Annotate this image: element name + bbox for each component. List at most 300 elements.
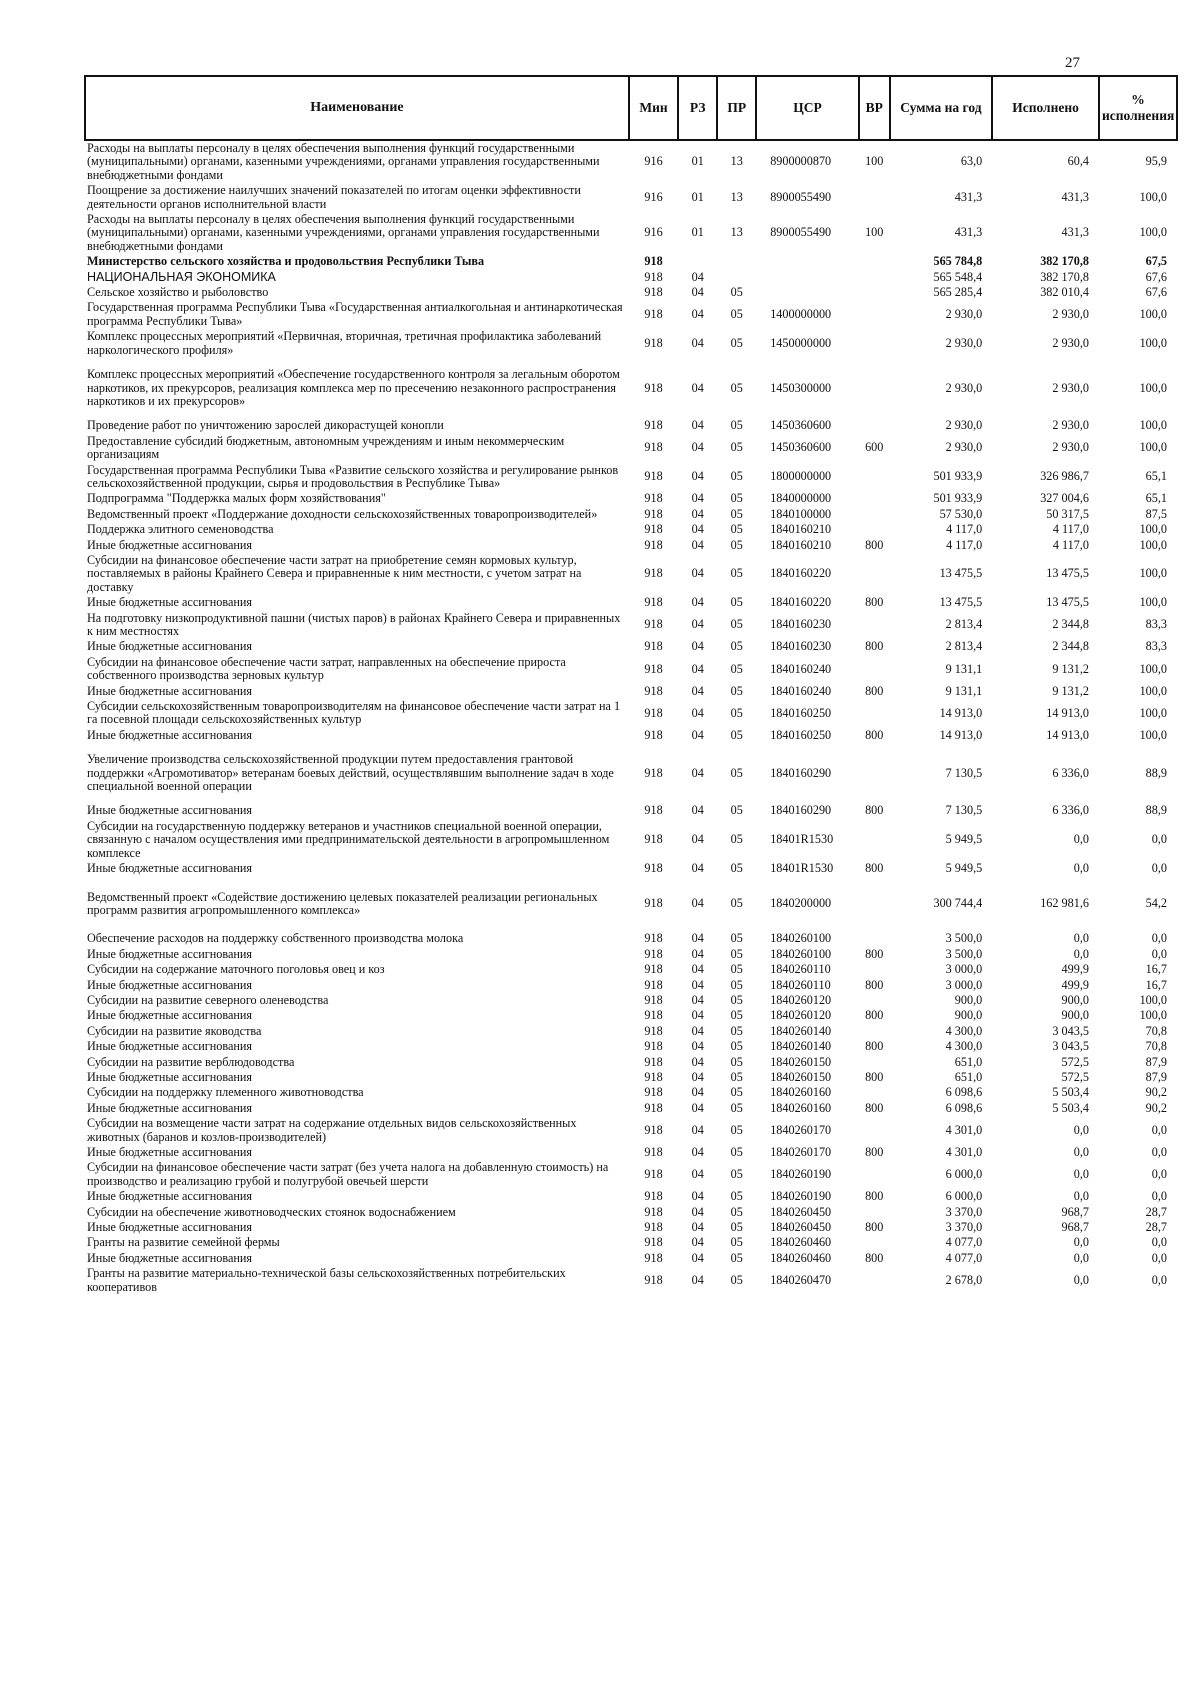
row-csr bbox=[756, 285, 859, 300]
row-min: 918 bbox=[644, 1039, 663, 1054]
header-done: Исполнено bbox=[992, 76, 1099, 140]
row-min: 918 bbox=[644, 617, 663, 632]
row-sum: 4 117,0 bbox=[946, 537, 983, 552]
row-done: 0,0 bbox=[1073, 1145, 1089, 1159]
table-row bbox=[85, 743, 1177, 794]
row-done: 0,0 bbox=[1073, 1189, 1089, 1204]
row-done: 3 043,5 bbox=[1052, 1023, 1089, 1038]
row-name: Сельское хозяйство и рыболовство bbox=[87, 285, 269, 300]
row-rz: 04 bbox=[691, 566, 704, 581]
row-sum: 4 301,0 bbox=[945, 1122, 983, 1137]
row-rz: 04 bbox=[691, 285, 704, 300]
row-pr: 05 bbox=[730, 285, 743, 300]
row-done: 3 043,5 bbox=[1052, 1039, 1089, 1054]
row-csr: 1840000000 bbox=[770, 491, 832, 506]
row-min: 918 bbox=[644, 896, 663, 911]
row-name: Иные бюджетные ассигнования bbox=[87, 1008, 253, 1023]
row-name: Поддержка элитного семеноводства bbox=[87, 522, 274, 537]
row-pct: 90,2 bbox=[1145, 1085, 1167, 1100]
row-pr: 05 bbox=[730, 832, 743, 847]
row-pct: 88,9 bbox=[1145, 803, 1167, 818]
row-pct: 0,0 bbox=[1151, 832, 1167, 847]
row-name: Подпрограмма "Поддержка малых форм хозяйствования" bbox=[87, 491, 386, 506]
row-min: 918 bbox=[644, 1145, 663, 1159]
row-rz: 04 bbox=[691, 418, 704, 433]
row-sum: 3 370,0 bbox=[945, 1220, 983, 1235]
row-pct: 100,0 bbox=[1139, 595, 1167, 610]
row-sum: 300 744,4 bbox=[933, 896, 983, 911]
row-sum: 7 130,5 bbox=[945, 803, 983, 818]
row-min: 918 bbox=[644, 566, 663, 581]
row-name: Иные бюджетные ассигнования bbox=[87, 1220, 253, 1235]
row-csr: 18401R1530 bbox=[770, 861, 834, 876]
row-csr: 1450360600 bbox=[770, 440, 832, 455]
row-sum: 9 131,1 bbox=[945, 683, 983, 698]
table-row bbox=[85, 1205, 1177, 1220]
header-pct: % исполнения bbox=[1099, 76, 1177, 140]
row-min: 916 bbox=[644, 189, 663, 204]
row-pct: 67,6 bbox=[1145, 285, 1167, 300]
table-row bbox=[85, 538, 1177, 553]
row-rz: 04 bbox=[691, 1235, 704, 1250]
row-sum: 9 131,1 bbox=[945, 661, 983, 676]
row-rz: 04 bbox=[691, 1039, 704, 1054]
row-csr: 1840260460 bbox=[770, 1250, 832, 1265]
row-pr: 05 bbox=[730, 537, 743, 552]
row-sum: 3 500,0 bbox=[945, 931, 983, 946]
row-name: Иные бюджетные ассигнования bbox=[87, 537, 253, 552]
row-done: 0,0 bbox=[1073, 931, 1089, 946]
row-pr: 13 bbox=[730, 225, 743, 240]
row-sum: 431,3 bbox=[954, 225, 983, 240]
row-name: Гранты на развитие семейной фермы bbox=[87, 1235, 280, 1250]
row-csr: 1840260150 bbox=[770, 1069, 832, 1084]
row-name: Комплекс процессных мероприятий «Обеспечение государственного контроля за легальным оборотом наркотиков, их прекурсоров, реализация комплекса мер по пресечению незаконного распространения наркотиков и их прекурсоров» bbox=[87, 367, 620, 408]
row-pr bbox=[717, 270, 756, 285]
row-min: 918 bbox=[644, 1122, 663, 1137]
row-sum: 2 930,0 bbox=[945, 307, 983, 322]
row-sum: 4 077,0 bbox=[945, 1235, 983, 1250]
row-min: 918 bbox=[644, 1085, 663, 1100]
row-csr bbox=[756, 254, 859, 269]
row-vr: 800 bbox=[865, 1220, 884, 1235]
row-done: 327 004,6 bbox=[1040, 491, 1089, 506]
row-pr: 05 bbox=[730, 992, 743, 1007]
row-rz: 04 bbox=[691, 1008, 704, 1023]
row-csr: 8900055490 bbox=[770, 225, 832, 240]
row-vr: 800 bbox=[865, 537, 884, 552]
row-rz: 04 bbox=[691, 1069, 704, 1084]
row-vr bbox=[859, 1085, 890, 1100]
row-min: 918 bbox=[644, 931, 663, 946]
row-vr bbox=[859, 491, 890, 506]
row-sum: 3 000,0 bbox=[945, 977, 983, 992]
row-rz: 04 bbox=[691, 1023, 704, 1038]
row-done: 2 930,0 bbox=[1052, 418, 1089, 433]
row-vr: 600 bbox=[865, 440, 884, 455]
row-done: 431,3 bbox=[1061, 225, 1089, 240]
row-pct: 100,0 bbox=[1139, 705, 1167, 720]
row-vr bbox=[859, 877, 890, 919]
row-name: Субсидии на развитие северного оленеводства bbox=[87, 992, 329, 1007]
row-min: 918 bbox=[644, 522, 663, 537]
row-vr: 100 bbox=[865, 154, 884, 169]
row-min: 918 bbox=[644, 1054, 663, 1069]
row-min: 918 bbox=[644, 307, 663, 322]
row-pct: 0,0 bbox=[1151, 1272, 1167, 1287]
row-pct: 16,7 bbox=[1145, 962, 1167, 977]
row-csr: 1840260140 bbox=[770, 1023, 832, 1038]
row-name: Субсидии на финансовое обеспечение части затрат, направленных на обеспечение прироста собственного производства зерновых культур bbox=[87, 654, 566, 683]
row-pct: 88,9 bbox=[1145, 765, 1167, 780]
row-vr bbox=[859, 463, 890, 492]
page-number: 27 bbox=[1065, 55, 1080, 71]
row-csr bbox=[756, 270, 859, 285]
row-vr: 800 bbox=[865, 1039, 884, 1054]
row-vr bbox=[859, 1024, 890, 1039]
row-min: 918 bbox=[644, 803, 663, 818]
row-sum: 6 000,0 bbox=[945, 1189, 983, 1204]
row-vr: 800 bbox=[865, 861, 884, 876]
row-csr: 1840260160 bbox=[770, 1100, 832, 1115]
row-pr: 05 bbox=[730, 1069, 743, 1084]
row-pct: 87,9 bbox=[1145, 1054, 1167, 1069]
row-done: 14 913,0 bbox=[1046, 705, 1089, 720]
row-done: 968,7 bbox=[1061, 1204, 1089, 1219]
row-pr: 05 bbox=[730, 1122, 743, 1137]
row-pr: 05 bbox=[730, 335, 743, 350]
row-vr bbox=[859, 1266, 890, 1295]
table-row bbox=[85, 595, 1177, 610]
row-rz: 04 bbox=[691, 537, 704, 552]
row-pr: 05 bbox=[730, 639, 743, 654]
row-csr: 8900000870 bbox=[770, 154, 832, 169]
row-pct: 67,6 bbox=[1145, 269, 1167, 284]
table-row bbox=[85, 329, 1177, 358]
row-rz: 04 bbox=[691, 1250, 704, 1265]
row-sum: 2 813,4 bbox=[945, 639, 983, 654]
row-rz: 04 bbox=[691, 832, 704, 847]
row-min: 918 bbox=[644, 1023, 663, 1038]
row-pct: 65,1 bbox=[1145, 491, 1167, 506]
row-name: Государственная программа Республики Тыва «Государственная антиалкогольная и антинаркотическая программа Республики Тыва» bbox=[87, 300, 623, 328]
row-name: Поощрение за достижение наилучших значений показателей по итогам оценки эффективности деятельности органов исполнительной власти bbox=[87, 183, 581, 211]
row-sum: 900,0 bbox=[954, 1008, 983, 1023]
row-name: Иные бюджетные ассигнования bbox=[87, 803, 253, 818]
row-sum: 14 913,0 bbox=[939, 727, 983, 742]
table-row bbox=[85, 270, 1177, 285]
row-csr: 1840260450 bbox=[770, 1220, 832, 1235]
row-csr: 1840260150 bbox=[770, 1054, 832, 1069]
row-done: 0,0 bbox=[1073, 1167, 1089, 1182]
table-row bbox=[85, 1116, 1177, 1145]
table-row bbox=[85, 254, 1177, 269]
row-pr: 05 bbox=[730, 1204, 743, 1219]
row-done: 0,0 bbox=[1073, 832, 1089, 847]
row-csr: 18401R1530 bbox=[770, 832, 834, 847]
header-csr: ЦСР bbox=[756, 76, 859, 140]
row-pct: 83,3 bbox=[1145, 639, 1167, 654]
row-min: 918 bbox=[644, 1250, 663, 1265]
table-row bbox=[85, 947, 1177, 962]
row-rz: 01 bbox=[691, 225, 704, 240]
row-pct: 100,0 bbox=[1139, 992, 1167, 1007]
row-sum: 2 930,0 bbox=[945, 418, 983, 433]
row-name: Проведение работ по уничтожению зарослей дикорастущей конопли bbox=[87, 418, 444, 433]
row-rz: 04 bbox=[691, 1100, 704, 1115]
row-sum: 2 930,0 bbox=[945, 440, 983, 455]
row-sum: 6 098,6 bbox=[945, 1085, 983, 1100]
row-name: Иные бюджетные ассигнования bbox=[87, 977, 253, 992]
row-vr: 800 bbox=[865, 803, 884, 818]
row-min: 916 bbox=[644, 154, 663, 169]
row-rz: 04 bbox=[691, 1189, 704, 1204]
header-name: Наименование bbox=[85, 76, 629, 140]
row-pr: 05 bbox=[730, 380, 743, 395]
row-pr: 05 bbox=[730, 440, 743, 455]
row-min: 918 bbox=[644, 491, 663, 506]
row-done: 9 131,2 bbox=[1052, 661, 1089, 676]
row-done: 900,0 bbox=[1061, 992, 1089, 1007]
row-pr: 05 bbox=[730, 705, 743, 720]
row-name: Иные бюджетные ассигнования bbox=[87, 1069, 253, 1084]
row-done: 382 010,4 bbox=[1040, 285, 1089, 300]
row-sum: 2 930,0 bbox=[945, 335, 983, 350]
row-name: Комплекс процессных мероприятий «Первичная, вторичная, третичная профилактика заболеваний наркологического профиля» bbox=[87, 329, 602, 357]
row-sum: 565 784,8 bbox=[933, 254, 983, 269]
row-name: Субсидии на развитие яководства bbox=[87, 1023, 262, 1038]
row-csr: 1840160290 bbox=[770, 765, 832, 780]
row-name: Иные бюджетные ассигнования bbox=[87, 1250, 253, 1265]
table-header-row bbox=[85, 76, 1177, 140]
row-name: Субсидии на поддержку племенного животноводства bbox=[87, 1085, 364, 1100]
row-name: Субсидии на содержание маточного поголовья овец и коз bbox=[87, 962, 385, 977]
row-done: 382 170,8 bbox=[1040, 269, 1089, 284]
row-rz: 04 bbox=[691, 1122, 704, 1137]
row-csr: 1840160250 bbox=[770, 727, 832, 742]
row-done: 60,4 bbox=[1067, 154, 1089, 169]
row-done: 9 131,2 bbox=[1052, 683, 1089, 698]
row-csr: 1450360600 bbox=[770, 418, 832, 433]
row-rz: 04 bbox=[691, 469, 704, 484]
row-name: Иные бюджетные ассигнования bbox=[87, 639, 253, 654]
row-rz: 04 bbox=[691, 639, 704, 654]
row-name: На подготовку низкопродуктивной пашни (чистых паров) в районах Крайнего Севера и приравненных к ним местностях bbox=[87, 610, 621, 638]
row-sum: 2 813,4 bbox=[945, 617, 983, 632]
row-done: 0,0 bbox=[1073, 1235, 1089, 1250]
row-rz: 01 bbox=[691, 154, 704, 169]
row-sum: 57 530,0 bbox=[939, 506, 983, 521]
row-pct: 100,0 bbox=[1139, 566, 1167, 581]
row-pct: 87,9 bbox=[1145, 1069, 1167, 1084]
row-pr: 05 bbox=[730, 1054, 743, 1069]
row-done: 572,5 bbox=[1061, 1069, 1089, 1084]
row-done: 2 930,0 bbox=[1052, 307, 1089, 322]
row-min: 918 bbox=[644, 639, 663, 654]
row-min: 918 bbox=[644, 683, 663, 698]
table-row bbox=[85, 728, 1177, 743]
row-sum: 5 949,5 bbox=[945, 832, 983, 847]
row-csr: 1840260160 bbox=[770, 1085, 832, 1100]
row-pct: 0,0 bbox=[1151, 1167, 1167, 1182]
row-min: 918 bbox=[644, 380, 663, 395]
row-min: 918 bbox=[644, 765, 663, 780]
row-rz: 04 bbox=[691, 861, 704, 876]
row-min: 918 bbox=[644, 977, 663, 992]
row-csr: 1840160220 bbox=[770, 595, 832, 610]
row-sum: 3 370,0 bbox=[945, 1204, 983, 1219]
row-min: 918 bbox=[644, 1167, 663, 1182]
row-name: Ведомственный проект «Поддержание доходности сельскохозяйственных товаропроизводителей» bbox=[87, 506, 598, 521]
table-row bbox=[85, 1145, 1177, 1160]
row-pr: 05 bbox=[730, 1100, 743, 1115]
row-vr bbox=[859, 507, 890, 522]
row-done: 2 930,0 bbox=[1052, 440, 1089, 455]
header-sum: Сумма на год bbox=[890, 76, 993, 140]
row-done: 6 336,0 bbox=[1052, 803, 1089, 818]
row-vr bbox=[859, 522, 890, 537]
row-csr: 1840160240 bbox=[770, 661, 832, 676]
table-row bbox=[85, 1266, 1177, 1295]
table-row bbox=[85, 962, 1177, 977]
row-name: Гранты на развитие материально-технической базы сельскохозяйственных потребительских кооперативов bbox=[87, 1266, 566, 1294]
row-min: 918 bbox=[644, 705, 663, 720]
row-vr: 800 bbox=[865, 946, 884, 961]
row-vr bbox=[859, 300, 890, 329]
row-min: 918 bbox=[644, 506, 663, 521]
row-done: 6 336,0 bbox=[1052, 765, 1089, 780]
row-rz: 04 bbox=[691, 506, 704, 521]
row-min: 918 bbox=[644, 962, 663, 977]
table-row bbox=[85, 553, 1177, 595]
row-done: 2 930,0 bbox=[1052, 380, 1089, 395]
table-row bbox=[85, 507, 1177, 522]
row-rz: 04 bbox=[691, 1204, 704, 1219]
row-name: Обеспечение расходов на поддержку собственного производства молока bbox=[87, 931, 464, 946]
row-rz: 04 bbox=[691, 1272, 704, 1287]
row-sum: 4 300,0 bbox=[945, 1039, 983, 1054]
row-csr: 1840260120 bbox=[770, 1008, 832, 1023]
row-sum: 4 117,0 bbox=[946, 522, 983, 537]
row-rz: 04 bbox=[691, 595, 704, 610]
row-min: 916 bbox=[644, 225, 663, 240]
row-pr: 05 bbox=[730, 1039, 743, 1054]
row-rz: 04 bbox=[691, 522, 704, 537]
row-min: 918 bbox=[644, 335, 663, 350]
row-vr: 800 bbox=[865, 977, 884, 992]
row-min: 918 bbox=[644, 946, 663, 961]
row-pr: 05 bbox=[730, 931, 743, 946]
row-vr bbox=[859, 183, 890, 212]
row-done: 5 503,4 bbox=[1052, 1085, 1089, 1100]
table-row bbox=[85, 861, 1177, 876]
row-pct: 16,7 bbox=[1145, 977, 1167, 992]
row-csr: 1840160210 bbox=[770, 522, 832, 537]
row-vr: 800 bbox=[865, 1189, 884, 1204]
row-pr: 05 bbox=[730, 506, 743, 521]
row-csr: 1450300000 bbox=[770, 380, 832, 395]
row-min: 918 bbox=[644, 661, 663, 676]
row-vr bbox=[859, 655, 890, 684]
row-rz: 04 bbox=[691, 977, 704, 992]
row-pr: 05 bbox=[730, 1272, 743, 1287]
row-csr: 1840160230 bbox=[770, 639, 832, 654]
row-vr bbox=[859, 1116, 890, 1145]
row-csr: 1840260190 bbox=[770, 1167, 832, 1182]
row-name: Иные бюджетные ассигнования bbox=[87, 1039, 253, 1054]
row-pct: 0,0 bbox=[1151, 1145, 1167, 1159]
row-min: 918 bbox=[644, 1272, 663, 1287]
table-row bbox=[85, 918, 1177, 946]
row-csr: 1840160220 bbox=[770, 566, 832, 581]
row-done: 14 913,0 bbox=[1046, 727, 1089, 742]
table-row bbox=[85, 434, 1177, 463]
row-sum: 6 098,6 bbox=[945, 1100, 983, 1115]
row-csr: 8900055490 bbox=[770, 189, 832, 204]
row-vr bbox=[859, 918, 890, 946]
row-min: 918 bbox=[644, 1189, 663, 1204]
row-sum: 2 678,0 bbox=[945, 1272, 983, 1287]
row-name: Субсидии на развитие верблюдоводства bbox=[87, 1054, 295, 1069]
row-sum: 5 949,5 bbox=[945, 861, 983, 876]
row-sum: 4 301,0 bbox=[945, 1145, 983, 1159]
table-row bbox=[85, 639, 1177, 654]
row-name: Иные бюджетные ассигнования bbox=[87, 1145, 253, 1159]
table-row bbox=[85, 300, 1177, 329]
row-name: Иные бюджетные ассигнования bbox=[87, 1100, 253, 1115]
row-pr: 05 bbox=[730, 683, 743, 698]
table-row bbox=[85, 463, 1177, 492]
row-rz: 04 bbox=[691, 1167, 704, 1182]
row-csr: 1840160240 bbox=[770, 683, 832, 698]
row-name: Субсидии на обеспечение животноводческих стоянок водоснабжением bbox=[87, 1204, 456, 1219]
row-pct: 0,0 bbox=[1151, 931, 1167, 946]
row-pct: 100,0 bbox=[1139, 440, 1167, 455]
header-vr: ВР bbox=[859, 76, 890, 140]
row-done: 2 344,8 bbox=[1052, 617, 1089, 632]
row-pr: 05 bbox=[730, 1023, 743, 1038]
row-rz: 04 bbox=[691, 380, 704, 395]
header-rz: РЗ bbox=[678, 76, 717, 140]
row-vr: 800 bbox=[865, 1250, 884, 1265]
row-vr bbox=[859, 254, 890, 269]
row-rz: 04 bbox=[691, 307, 704, 322]
row-rz: 04 bbox=[691, 683, 704, 698]
row-done: 0,0 bbox=[1073, 1272, 1089, 1287]
row-rz: 04 bbox=[691, 1220, 704, 1235]
table-row bbox=[85, 1160, 1177, 1189]
table-row bbox=[85, 819, 1177, 861]
row-pct: 100,0 bbox=[1139, 537, 1167, 552]
row-done: 5 503,4 bbox=[1052, 1100, 1089, 1115]
row-pr: 05 bbox=[730, 617, 743, 632]
row-rz: 04 bbox=[691, 335, 704, 350]
row-pct: 65,1 bbox=[1145, 469, 1167, 484]
row-rz bbox=[678, 254, 717, 269]
row-sum: 13 475,5 bbox=[939, 595, 983, 610]
row-done: 900,0 bbox=[1061, 1008, 1089, 1023]
row-min: 918 bbox=[644, 254, 663, 269]
row-vr bbox=[859, 270, 890, 285]
row-pr: 05 bbox=[730, 1085, 743, 1100]
row-sum: 501 933,9 bbox=[933, 469, 983, 484]
row-name: Иные бюджетные ассигнования bbox=[87, 946, 253, 961]
row-csr: 1400000000 bbox=[770, 307, 832, 322]
row-csr: 1840260110 bbox=[770, 962, 831, 977]
header-min: Мин bbox=[629, 76, 678, 140]
row-pct: 100,0 bbox=[1139, 522, 1167, 537]
row-rz: 01 bbox=[691, 189, 704, 204]
